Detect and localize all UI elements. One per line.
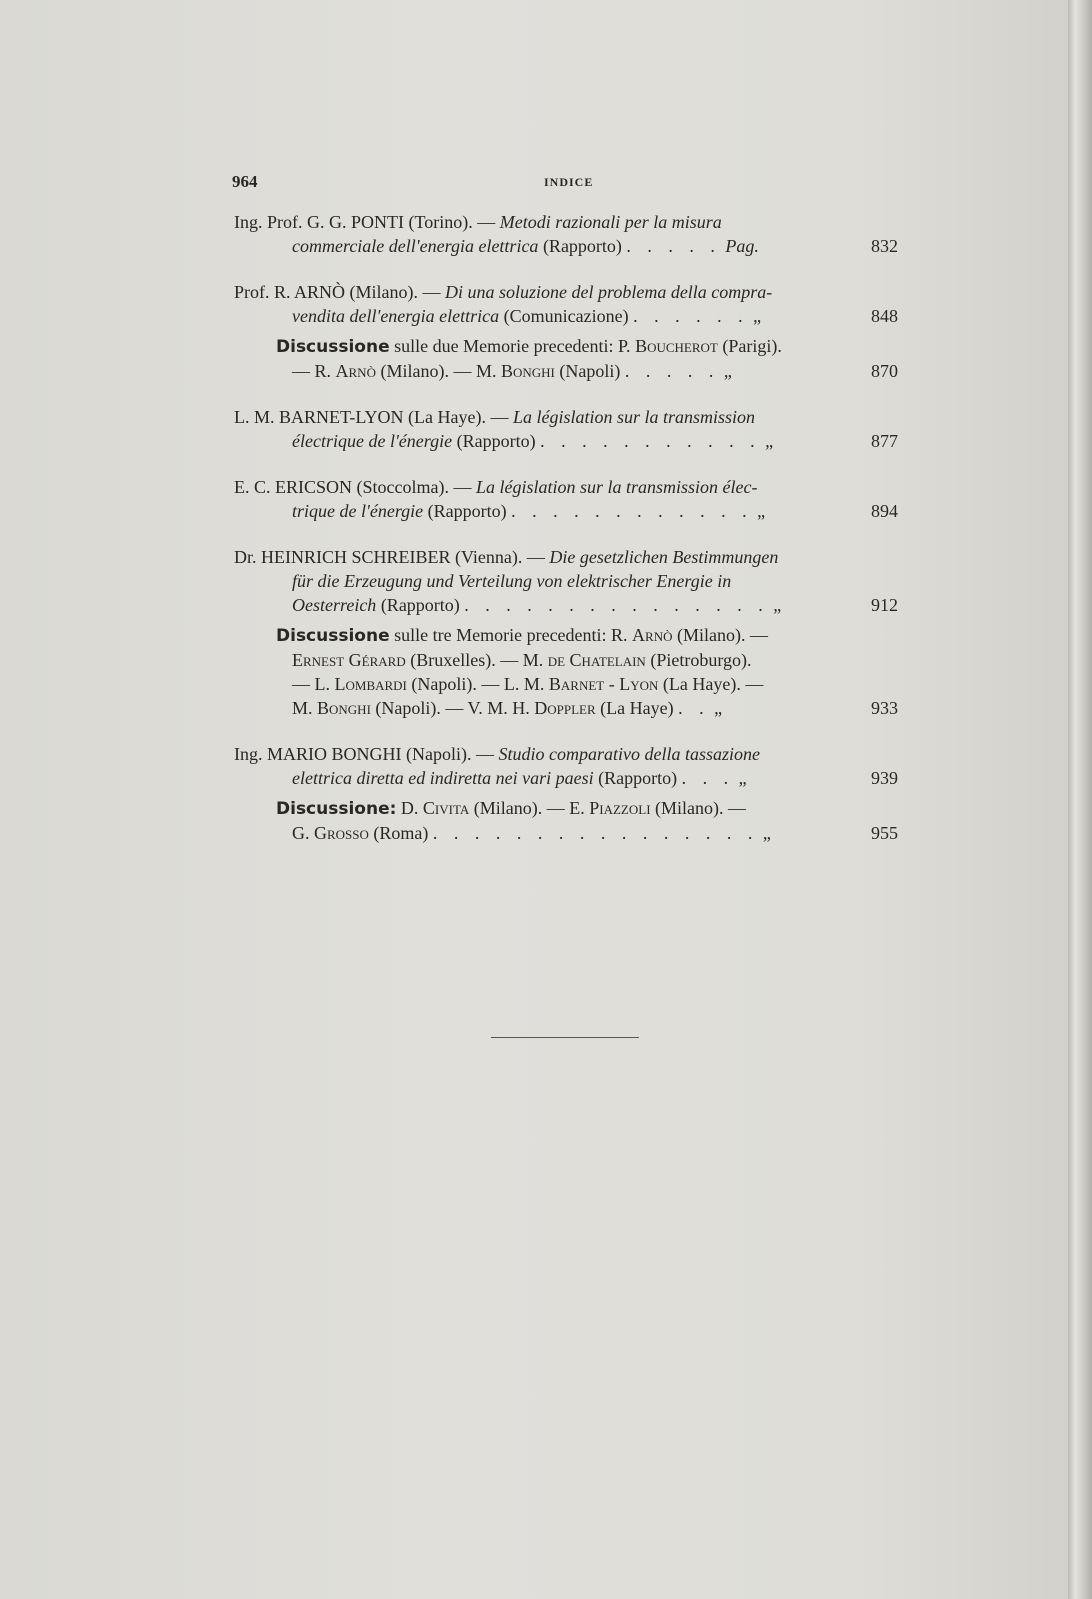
entry-segment: (Comunicazione) — [499, 306, 634, 326]
entry-segment: (Napoli). — L. M. — [406, 674, 549, 694]
page-reference: 912 — [871, 595, 898, 615]
entry-segment: Studio comparativo della tassazione — [498, 744, 760, 764]
entry-segment: Arnò — [335, 361, 376, 381]
entry-segment: Ernest Gérard — [292, 650, 406, 670]
entry-segment: Dr. HEINRICH SCHREIBER (Vienna). — — [234, 547, 550, 567]
entry-segment: de Chatelain — [547, 650, 646, 670]
page-header — [232, 172, 912, 196]
entry-segment: trique de l'énergie — [292, 501, 424, 521]
entry-segment: Metodi razionali per la misura — [499, 212, 722, 232]
entry-segment: Bonghi — [500, 361, 555, 381]
entry-segment: „ — [768, 595, 782, 615]
entry-segment: Civita — [422, 798, 470, 818]
index-entry — [234, 545, 924, 617]
entry-segment: „ — [760, 431, 774, 451]
entry-segment: (Milano). — — [672, 625, 768, 645]
entry-segment: (Parigi). — [717, 336, 782, 356]
entry-line — [234, 210, 852, 234]
entry-segment: (Rapporto) — [376, 595, 465, 615]
entry-segment: „ — [719, 361, 732, 381]
entry-segment: M. — [292, 698, 318, 718]
entry-text — [276, 334, 852, 383]
entry-segment: (Milano). — — [650, 798, 747, 818]
entry-segment: Ing. Prof. G. G. PONTI (Torino). — — [234, 212, 500, 232]
page-reference: 848 — [871, 306, 898, 326]
entry-line — [234, 545, 852, 569]
entry-segment: Bonghi — [317, 698, 371, 718]
entry-text — [234, 742, 852, 790]
dot-leader: . . . . . . . . . . . . — [511, 501, 753, 521]
entry-segment: sulle due Memorie precedenti: P. — [389, 336, 636, 356]
entry-segment: Grosso — [314, 823, 369, 843]
dot-leader: . . . . . . . . . . . . . . . — [464, 595, 769, 615]
entry-line — [292, 648, 852, 672]
entry-segment: (Bruxelles). — M. — [405, 650, 548, 670]
entry-line — [292, 429, 852, 453]
entry-segment: elettrica diretta ed indiretta nei vari paesi — [292, 768, 594, 788]
entry-segment: (Rapporto) — [452, 431, 541, 451]
entry-text — [234, 280, 852, 328]
page-reference: 933 — [871, 698, 898, 718]
entry-line — [276, 796, 852, 821]
entry-segment: (Napoli). — V. M. H. — [370, 698, 535, 718]
entry-line — [292, 593, 852, 617]
entry-segment: für die Erzeugung und Verteilung von elektrischer Energie in — [292, 571, 732, 591]
entry-segment: Boucherot — [635, 336, 718, 356]
entry-segment: „ — [752, 501, 766, 521]
discussion-label: Discussione: — [276, 799, 397, 819]
discussion-label: Discussione — [276, 337, 390, 357]
page-reference: 870 — [871, 361, 898, 381]
entry-segment: E. C. ERICSON (Stoccolma). — — [234, 477, 476, 497]
entry-segment: électrique de l'énergie — [292, 431, 453, 451]
page-number: 964 — [232, 172, 258, 191]
entry-segment: „ — [758, 823, 771, 843]
entry-segment: D. — [396, 798, 423, 818]
entry-line — [292, 766, 852, 790]
entry-text — [234, 405, 852, 453]
entry-line — [292, 821, 852, 845]
page-reference: 955 — [871, 823, 898, 843]
dot-leader: . . . . . . . . . . . — [540, 431, 761, 451]
entry-line — [234, 405, 852, 429]
entry-segment: Barnet - Lyon — [548, 674, 659, 694]
dot-leader: . . . . . — [626, 236, 721, 256]
entry-text — [234, 210, 852, 258]
entry-segment: (Pietroburgo). — [645, 650, 752, 670]
entry-text — [276, 796, 852, 845]
entry-text — [276, 623, 852, 720]
discussion-entry — [234, 334, 924, 383]
entry-segment: Ing. MARIO BONGHI (Napoli). — — [234, 744, 499, 764]
entry-line — [292, 672, 852, 696]
entry-segment: „ — [709, 698, 723, 718]
index-entry — [234, 405, 924, 453]
entry-line — [292, 569, 852, 593]
page-edge — [1068, 0, 1092, 1599]
discussion-entry — [234, 796, 924, 845]
entry-segment: Di una soluzione del problema della compra- — [445, 282, 773, 302]
discussion-entry — [234, 623, 924, 720]
entry-line — [276, 334, 852, 359]
table-of-contents — [234, 210, 924, 845]
entry-line — [234, 742, 852, 766]
entry-text — [234, 475, 852, 523]
index-entry — [234, 742, 924, 790]
entry-segment: La législation sur la transmission — [512, 407, 756, 427]
entry-segment: Lombardi — [334, 674, 407, 694]
entry-segment: L. M. BARNET-LYON (La Haye). — — [234, 407, 513, 427]
entry-segment: — L. — [292, 674, 335, 694]
index-entry — [234, 280, 924, 328]
entry-segment: (Milano). — E. — [469, 798, 590, 818]
entry-line — [292, 234, 852, 258]
dot-leader: . . . . . — [624, 361, 720, 381]
entry-segment: La législation sur la transmission élec- — [475, 477, 758, 497]
dot-leader: . . . . . . . . . . . . . . . . — [432, 823, 759, 843]
entry-segment: Doppler — [534, 698, 596, 718]
entry-segment: (Milano). — M. — [375, 361, 501, 381]
entry-line — [276, 623, 852, 648]
entry-line — [234, 280, 852, 304]
entry-line — [292, 696, 852, 720]
entry-segment: Die gesetzlichen Bestimmungen — [549, 547, 779, 567]
running-title: INDICE — [544, 175, 594, 189]
section-divider — [491, 1037, 639, 1038]
entry-segment: „ — [748, 306, 762, 326]
entry-segment: G. — [292, 823, 314, 843]
dot-leader: . . — [678, 698, 710, 718]
dot-leader: . . . . . . — [633, 306, 749, 326]
entry-segment: Pag. — [725, 236, 759, 256]
entry-segment: „ — [734, 768, 747, 788]
entry-segment: vendita dell'energia elettrica — [292, 306, 500, 326]
entry-segment: Arnò — [632, 625, 673, 645]
entry-segment: Oesterreich — [292, 595, 377, 615]
page-reference: 877 — [871, 431, 898, 451]
entry-segment: (Rapporto) — [538, 236, 627, 256]
entry-segment: (Rapporto) — [593, 768, 682, 788]
entry-line — [292, 499, 852, 523]
entry-segment: (Napoli) — [554, 361, 625, 381]
entry-segment: commerciale dell'energia elettrica — [292, 236, 539, 256]
page-reference: 939 — [871, 768, 898, 788]
entry-line — [292, 304, 852, 328]
entry-segment: (Roma) — [368, 823, 433, 843]
discussion-label: Discussione — [276, 626, 390, 646]
page-reference: 894 — [871, 501, 898, 521]
index-entry — [234, 475, 924, 523]
entry-line — [292, 359, 852, 383]
page-reference: 832 — [871, 236, 898, 256]
entry-text — [234, 545, 852, 617]
entry-line — [234, 475, 852, 499]
entry-segment: — R. — [292, 361, 336, 381]
entry-segment: (Rapporto) — [423, 501, 512, 521]
entry-segment: Piazzoli — [589, 798, 651, 818]
dot-leader: . . . — [681, 768, 735, 788]
entry-segment: Prof. R. ARNÒ (Milano). — — [234, 282, 445, 302]
entry-segment: (La Haye). — — [658, 674, 764, 694]
entry-segment: sulle tre Memorie precedenti: R. — [389, 625, 633, 645]
index-entry — [234, 210, 924, 258]
entry-segment: (La Haye) — [595, 698, 679, 718]
